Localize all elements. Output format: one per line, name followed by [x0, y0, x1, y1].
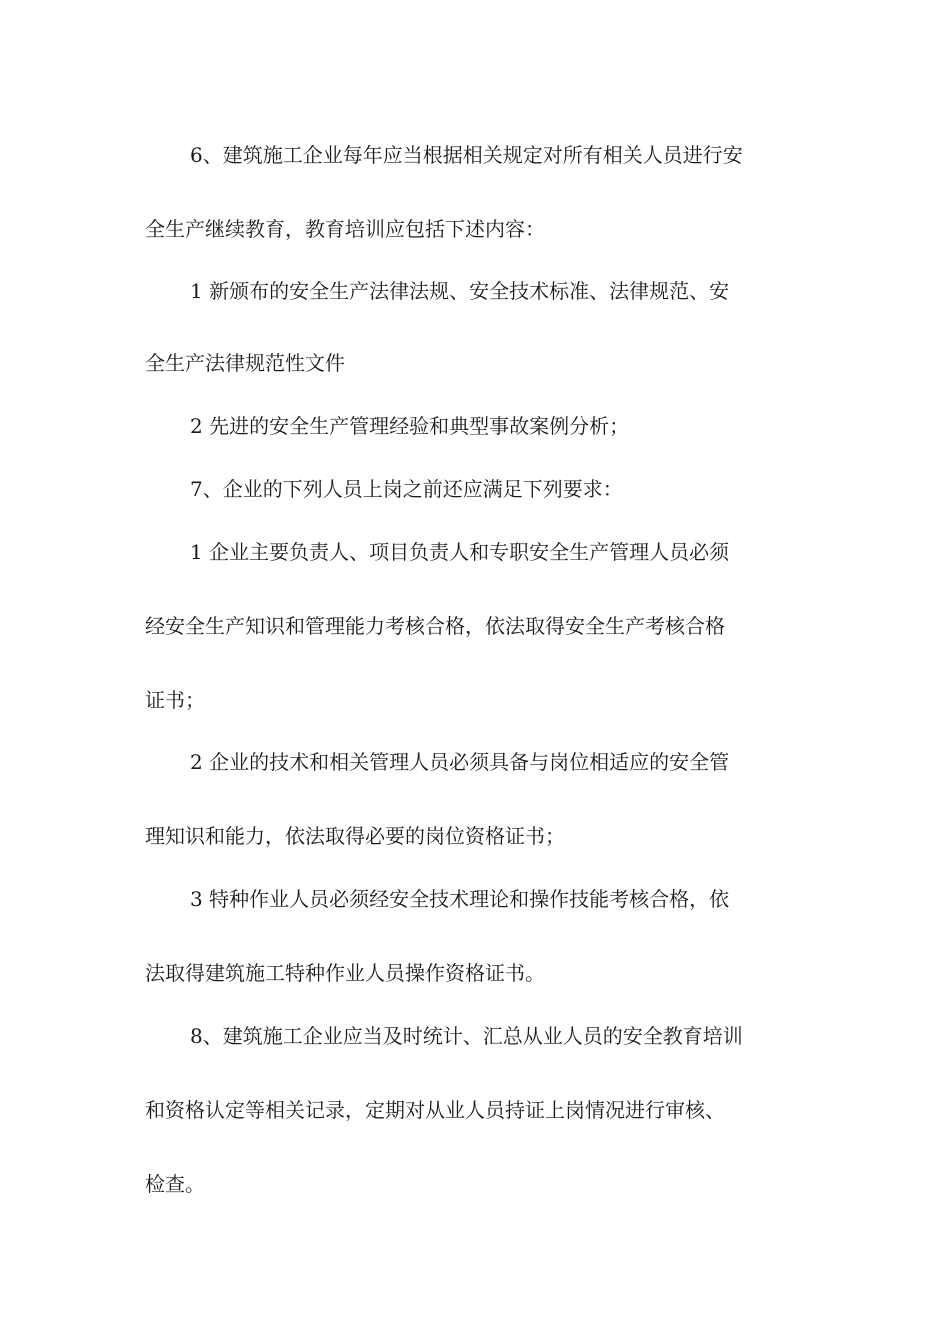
paragraph-6-line-1: 6、建筑施工企业每年应当根据相关规定对所有相关人员进行安	[190, 143, 743, 167]
paragraph-6-line-2: 全生产继续教育，教育培训应包括下述内容：	[145, 217, 545, 241]
paragraph-6-item-1-line-2: 全生产法律规范性文件	[145, 351, 345, 375]
paragraph-7-item-2-line-2: 理知识和能力，依法取得必要的岗位资格证书；	[145, 824, 565, 848]
paragraph-8-line-3: 检查。	[145, 1172, 205, 1196]
paragraph-6-item-1-line-1: 1 新颁布的安全生产法律法规、安全技术标准、法律规范、安	[190, 279, 730, 303]
paragraph-8-line-2: 和资格认定等相关记录，定期对从业人员持证上岗情况进行审核、	[145, 1098, 725, 1122]
paragraph-7-heading: 7、企业的下列人员上岗之前还应满足下列要求：	[190, 477, 623, 501]
paragraph-7-item-3-line-2: 法取得建筑施工特种作业人员操作资格证书。	[145, 961, 545, 985]
paragraph-7-item-1-line-1: 1 企业主要负责人、项目负责人和专职安全生产管理人员必须	[190, 540, 730, 564]
paragraph-8-line-1: 8、建筑施工企业应当及时统计、汇总从业人员的安全教育培训	[190, 1024, 743, 1048]
paragraph-7-item-3-line-1: 3 特种作业人员必须经安全技术理论和操作技能考核合格，依	[190, 887, 730, 911]
paragraph-7-item-2-line-1: 2 企业的技术和相关管理人员必须具备与岗位相适应的安全管	[190, 750, 730, 774]
paragraph-6-item-2: 2 先进的安全生产管理经验和典型事故案例分析；	[190, 414, 630, 438]
paragraph-7-item-1-line-3: 证书；	[145, 688, 205, 712]
paragraph-7-item-1-line-2: 经安全生产知识和管理能力考核合格，依法取得安全生产考核合格	[145, 614, 725, 638]
